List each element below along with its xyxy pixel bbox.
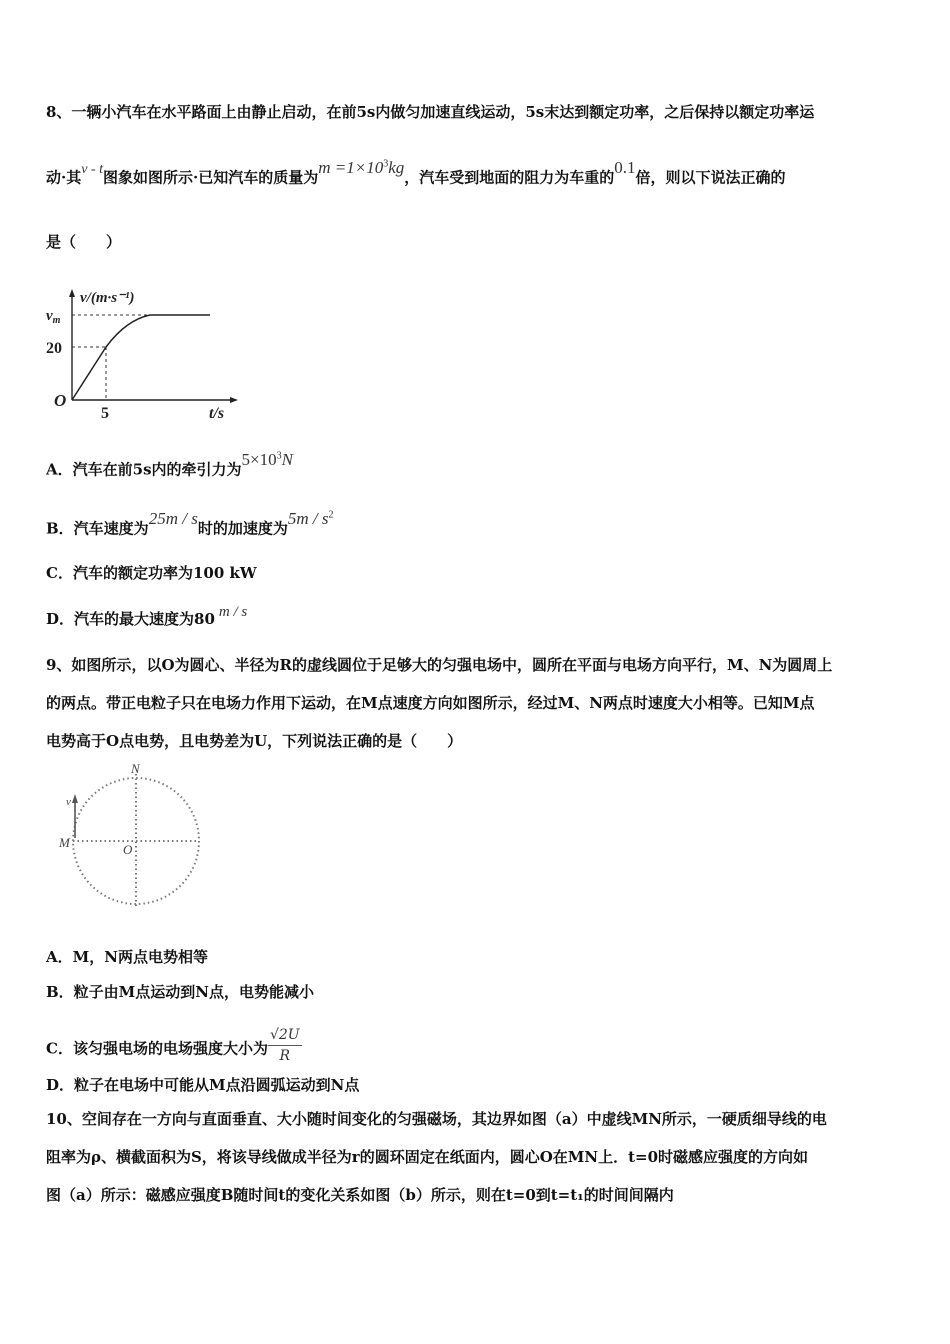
vt-y-arrow xyxy=(69,289,75,297)
q9-option-a: A．M，N两点电势相等 xyxy=(46,948,208,966)
q8-line-3-text: 是（ ） xyxy=(46,233,122,251)
q8-option-b-math2-pre: 5m / s xyxy=(287,508,329,528)
q8-line-1: 8、一辆小汽车在水平路面上由静止启动，在前5s内做匀加速直线运动，5s末达到额定功率，之后保持以额定功率运 xyxy=(46,103,815,121)
q8-line-3 xyxy=(46,232,121,252)
vt-xlabel: t/s xyxy=(209,405,225,422)
label-v: v xyxy=(66,796,71,808)
q8-mass-exp: 3 xyxy=(383,158,389,169)
vt-20-label: 20 xyxy=(46,340,62,357)
q8-option-a-exp: 3 xyxy=(276,450,282,461)
vt-ylabel: v/(m·s⁻¹) xyxy=(80,290,135,306)
q8-option-d-text: D．汽车的最大速度为80 xyxy=(46,610,215,628)
vt-vm-v: v xyxy=(46,308,53,324)
q9-option-c-numerator: √2U xyxy=(268,1025,302,1046)
q9-option-d: D．粒子在电场中可能从M点沿圆弧运动到N点 xyxy=(46,1076,360,1094)
q10-line-1: 10、空间存在一方向与直面垂直、大小随时间变化的匀强磁场，其边界如图（a）中虚线MN所示，一硬质细导线的电 xyxy=(46,1110,827,1128)
q10-line-3: 图（a）所示：磁感应强度B随时间t的变化关系如图（b）所示，则在t=0到t=t₁的时间间隔内 xyxy=(46,1186,674,1204)
vt-x-arrow xyxy=(230,397,238,403)
q8-option-b-math2 xyxy=(288,509,334,528)
q9-option-c xyxy=(46,1029,302,1070)
q9-option-b: B．粒子由M点运动到N点，电势能减小 xyxy=(46,983,314,1001)
velocity-arrow-head xyxy=(72,794,78,803)
q9-option-c-denominator: R xyxy=(279,1048,291,1064)
q8-option-a-pre: 5×10 xyxy=(241,449,277,469)
q8-option-b-math2-exp: 2 xyxy=(328,509,334,520)
q8-option-b xyxy=(46,508,334,539)
q9-line-1: 9、如图所示，以O为圆心、半径为R的虚线圆位于足够大的匀强电场中，圆所在平面与电场方向平行，M、N为圆周上 xyxy=(46,656,833,674)
vt-vm-sub: m xyxy=(52,315,61,326)
q8-option-a-math xyxy=(242,450,293,469)
q8-option-d-math: m / s xyxy=(218,604,248,620)
vt-curve xyxy=(72,315,210,400)
label-M: M xyxy=(59,835,70,850)
q8-line-2-c: ，汽车受到地面的阻力为车重的 xyxy=(404,168,615,187)
q8-line-2-a: 动·其 xyxy=(46,168,82,187)
circle-field-figure xyxy=(54,762,214,912)
vt-5-label: 5 xyxy=(101,405,109,422)
q8-mass-math xyxy=(318,158,404,177)
label-O: O xyxy=(123,842,133,857)
q8-option-d xyxy=(46,604,248,630)
q8-option-b-text1: B．汽车速度为 xyxy=(46,519,149,538)
q9-option-c-text: C．该匀强电场的电场强度大小为 xyxy=(46,1039,268,1058)
q8-option-c: C．汽车的额定功率为100 kW xyxy=(46,564,257,582)
q8-vt-math: v - t xyxy=(81,161,103,177)
q9-option-c-fraction xyxy=(268,1025,302,1066)
q8-option-a xyxy=(46,449,293,480)
q9-line-3: 电势高于O点电势，且电势差为U，下列说法正确的是（ ） xyxy=(46,732,463,750)
q9-line-2: 的两点。带正电粒子只在电场力作用下运动，在M点速度方向如图所示，经过M、N两点时速度大小相等。已知M点 xyxy=(46,694,815,712)
q8-mass-pre: m =1×10 xyxy=(318,157,384,177)
vt-graph xyxy=(44,282,244,422)
q8-option-a-unit: N xyxy=(281,449,293,469)
label-N: N xyxy=(131,762,140,776)
vt-vm-label xyxy=(46,308,61,326)
q8-line-2 xyxy=(46,157,786,190)
q8-option-a-text: A．汽车在前5s内的牵引力为 xyxy=(46,460,242,479)
q8-mass-unit: kg xyxy=(388,157,405,177)
q8-option-b-text2: 时的加速度为 xyxy=(197,519,288,538)
q10-line-2: 阻率为ρ、横截面积为S，将该导线做成半径为r的圆环固定在纸面内，圆心O在MN上．t=0时磁感应强度的方向如 xyxy=(46,1148,809,1166)
q8-line-2-d: 倍，则以下说法正确的 xyxy=(635,168,786,187)
vt-origin-label: O xyxy=(54,391,67,410)
q8-option-b-math1: 25m / s xyxy=(148,508,198,528)
q8-line-2-b: 图象如图所示·已知汽车的质量为 xyxy=(103,168,319,187)
q8-ratio-math: 0.1 xyxy=(614,157,636,177)
